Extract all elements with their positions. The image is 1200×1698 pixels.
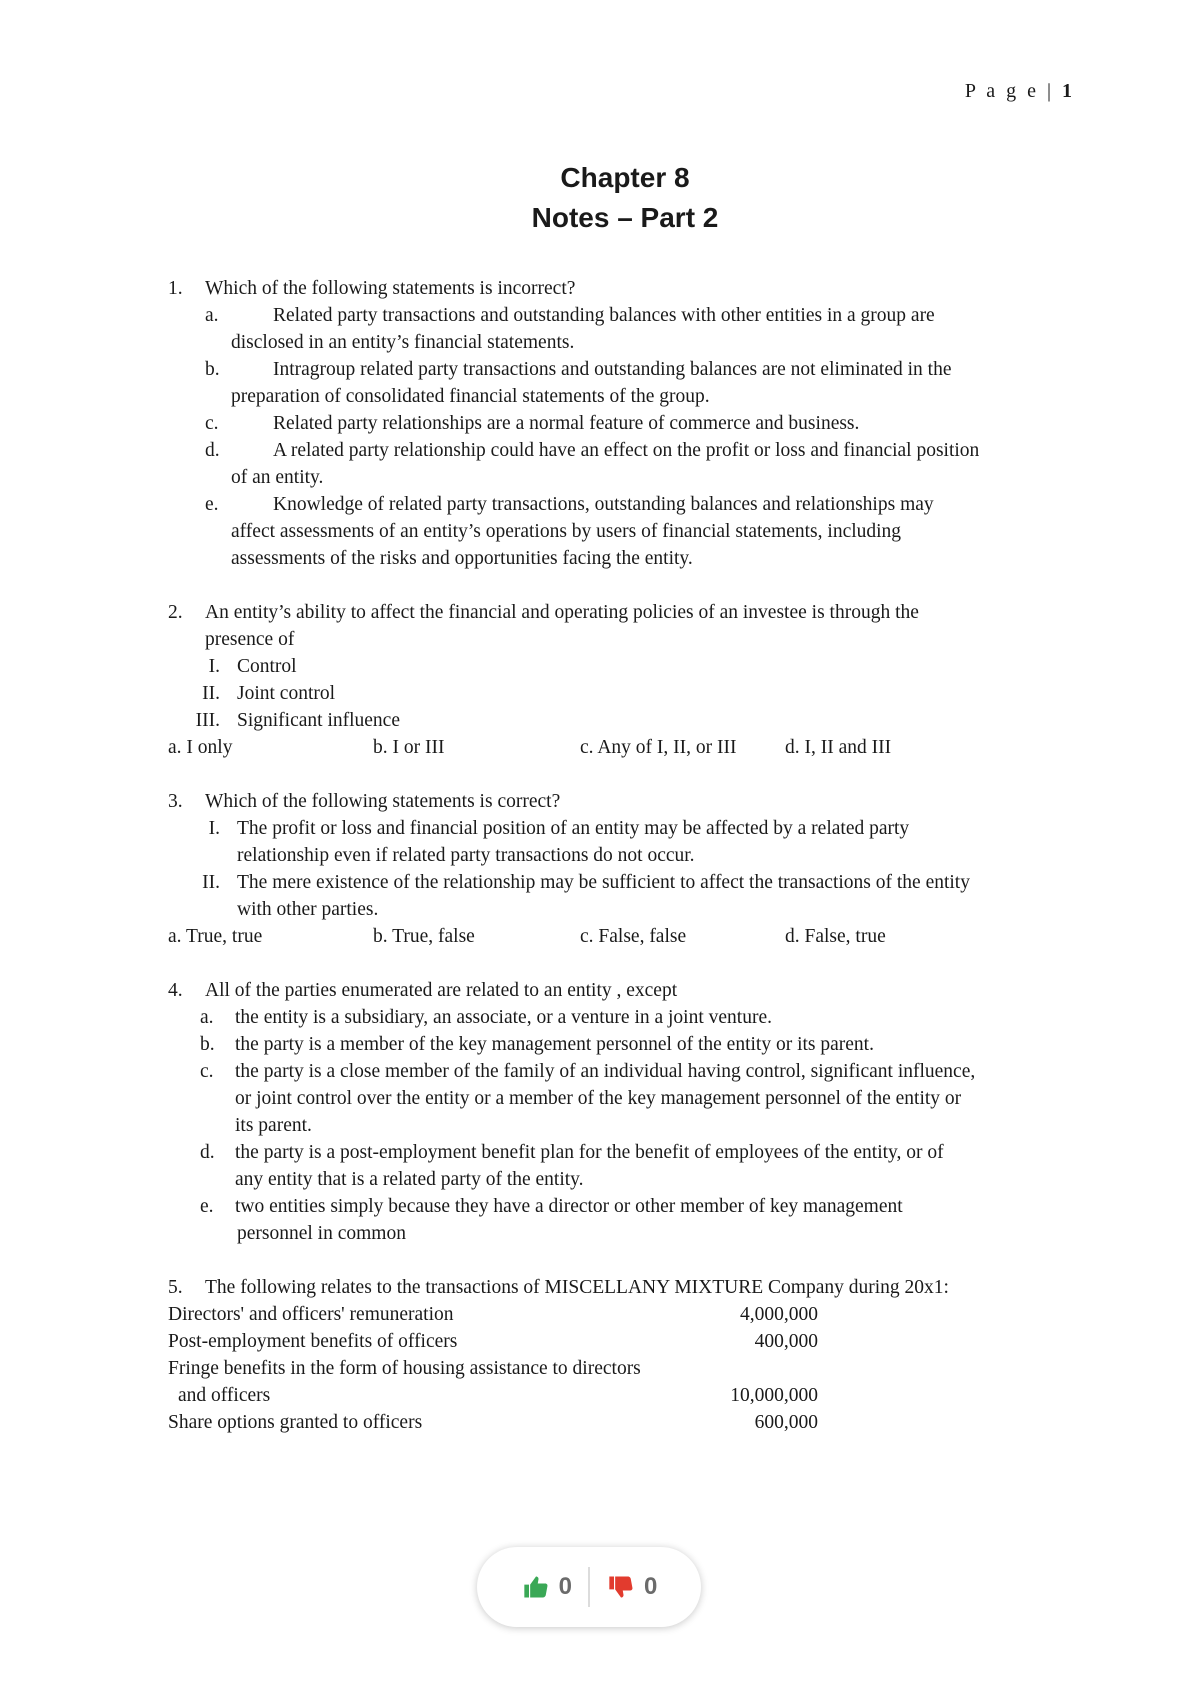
q5-row-3-label-cont: and officers [178, 1385, 271, 1406]
q1-b-text-cont: preparation of consolidated financial statements of the group. [231, 386, 710, 407]
q5-row-1-value: 4,000,000 [740, 1304, 818, 1325]
q4-d-text: the party is a post-employment benefit plan for the benefit of employees of the entity, or of [235, 1142, 944, 1163]
q5-row-3-label: Fringe benefits in the form of housing assistance to directors [168, 1358, 641, 1379]
q2-item-2: Joint control [237, 683, 336, 704]
q4-a-letter: a. [200, 1007, 214, 1028]
q4-a-text: the entity is a subsidiary, an associate, or a venture in a joint venture. [235, 1007, 772, 1028]
q3-number: 3. [168, 791, 183, 812]
q4-c-text: the party is a close member of the family of an individual having control, significant influence, [235, 1061, 976, 1082]
page-number: P a g e | 1 [964, 80, 1072, 102]
like-button[interactable] [505, 1573, 588, 1601]
q2-roman-2: II. [202, 683, 220, 704]
q2-text: An entity’s ability to affect the financial and operating policies of an investee is through the [205, 602, 919, 623]
q3-item-1: The profit or loss and financial position of an entity may be affected by a related party [237, 818, 910, 839]
q2-choice-d: d. I, II and III [785, 737, 892, 758]
q1-b-text: Intragroup related party transactions and outstanding balances are not eliminated in the [273, 359, 952, 380]
feedback-pill [477, 1547, 701, 1627]
q4-c-letter: c. [200, 1061, 214, 1082]
chapter-title: Chapter 8 [560, 162, 690, 193]
q2-choice-c: c. Any of I, II, or III [580, 737, 737, 758]
q3-choice-d: d. False, true [785, 926, 886, 947]
q1-number: 1. [168, 278, 183, 299]
q2-choice-b: b. I or III [373, 737, 445, 758]
document-title [0, 158, 1200, 238]
q1-d-text: A related party relationship could have an effect on the profit or loss and financial position [273, 440, 980, 461]
q4-d-text-cont: any entity that is a related party of the entity. [235, 1169, 584, 1190]
q5-row-4-value: 600,000 [754, 1412, 818, 1433]
q3-choice-a: a. True, true [168, 926, 263, 947]
q3-choice-b: b. True, false [373, 926, 475, 947]
q5-row-2-label: Post-employment benefits of officers [168, 1331, 458, 1352]
q4-b-letter: b. [200, 1034, 215, 1055]
q1-e-text-cont2: assessments of the risks and opportunities facing the entity. [231, 548, 693, 569]
chapter-subtitle: Notes – Part 2 [531, 202, 719, 233]
q5-row-4-label: Share options granted to officers [168, 1412, 423, 1433]
q1-d-letter: d. [205, 440, 220, 461]
q4-number: 4. [168, 980, 183, 1001]
q1-b-letter: b. [205, 359, 220, 380]
q3-item-2-cont: with other parties. [237, 899, 379, 920]
q5-text: The following relates to the transactions of MISCELLANY MIXTURE Company during 20x1: [205, 1277, 949, 1298]
q2-item-3: Significant influence [237, 710, 400, 731]
q3-item-1-cont: relationship even if related party transactions do not occur. [237, 845, 695, 866]
q3-text: Which of the following statements is correct? [205, 791, 561, 812]
q5-number: 5. [168, 1277, 183, 1298]
q2-number: 2. [168, 602, 183, 623]
q1-a-text: Related party transactions and outstanding balances with other entities in a group are [273, 305, 935, 326]
q1-c-text: Related party relationships are a normal feature of commerce and business. [273, 413, 860, 434]
q2-text-cont: presence of [205, 629, 295, 650]
q1-text: Which of the following statements is incorrect? [205, 278, 576, 299]
q3-choice-c: c. False, false [580, 926, 687, 947]
q5-row-3-value: 10,000,000 [730, 1385, 818, 1406]
q1-a-letter: a. [205, 305, 219, 326]
q5-row-1-label: Directors' and officers' remuneration [168, 1304, 454, 1325]
q4-b-text: the party is a member of the key management personnel of the entity or its parent. [235, 1034, 874, 1055]
q3-item-2: The mere existence of the relationship may be sufficient to affect the transactions of the entity [237, 872, 970, 893]
q5-row-2-value: 400,000 [754, 1331, 818, 1352]
q2-item-1: Control [237, 656, 297, 677]
q4-c-text-cont2: its parent. [235, 1115, 312, 1136]
q1-e-letter: e. [205, 494, 219, 515]
thumbs-down-icon [606, 1573, 636, 1601]
q4-d-letter: d. [200, 1142, 215, 1163]
q4-e-letter: e. [200, 1196, 214, 1217]
q1-d-text-cont: of an entity. [231, 467, 324, 488]
thumbs-up-icon [521, 1573, 551, 1601]
q2-roman-1: I. [208, 656, 220, 677]
q4-e-text-cont: personnel in common [237, 1223, 406, 1244]
q2-choice-a: a. I only [168, 737, 233, 758]
q1-e-text: Knowledge of related party transactions, outstanding balances and relationships may [273, 494, 934, 515]
q1-c-letter: c. [205, 413, 219, 434]
q4-e-text: two entities simply because they have a director or other member of key management [235, 1196, 903, 1217]
q3-roman-2: II. [202, 872, 220, 893]
dislike-button[interactable] [590, 1573, 673, 1601]
q1-e-text-cont: affect assessments of an entity’s operations by users of financial statements, including [231, 521, 902, 542]
dislike-count: 0 [644, 1573, 658, 1600]
q4-text: All of the parties enumerated are related to an entity , except [205, 980, 678, 1001]
q4-c-text-cont: or joint control over the entity or a member of the key management personnel of the entity or [235, 1088, 962, 1109]
like-count: 0 [558, 1573, 572, 1600]
q1-a-text-cont: disclosed in an entity’s financial statements. [231, 332, 575, 353]
q2-roman-3: III. [195, 710, 220, 731]
q3-roman-1: I. [208, 818, 220, 839]
